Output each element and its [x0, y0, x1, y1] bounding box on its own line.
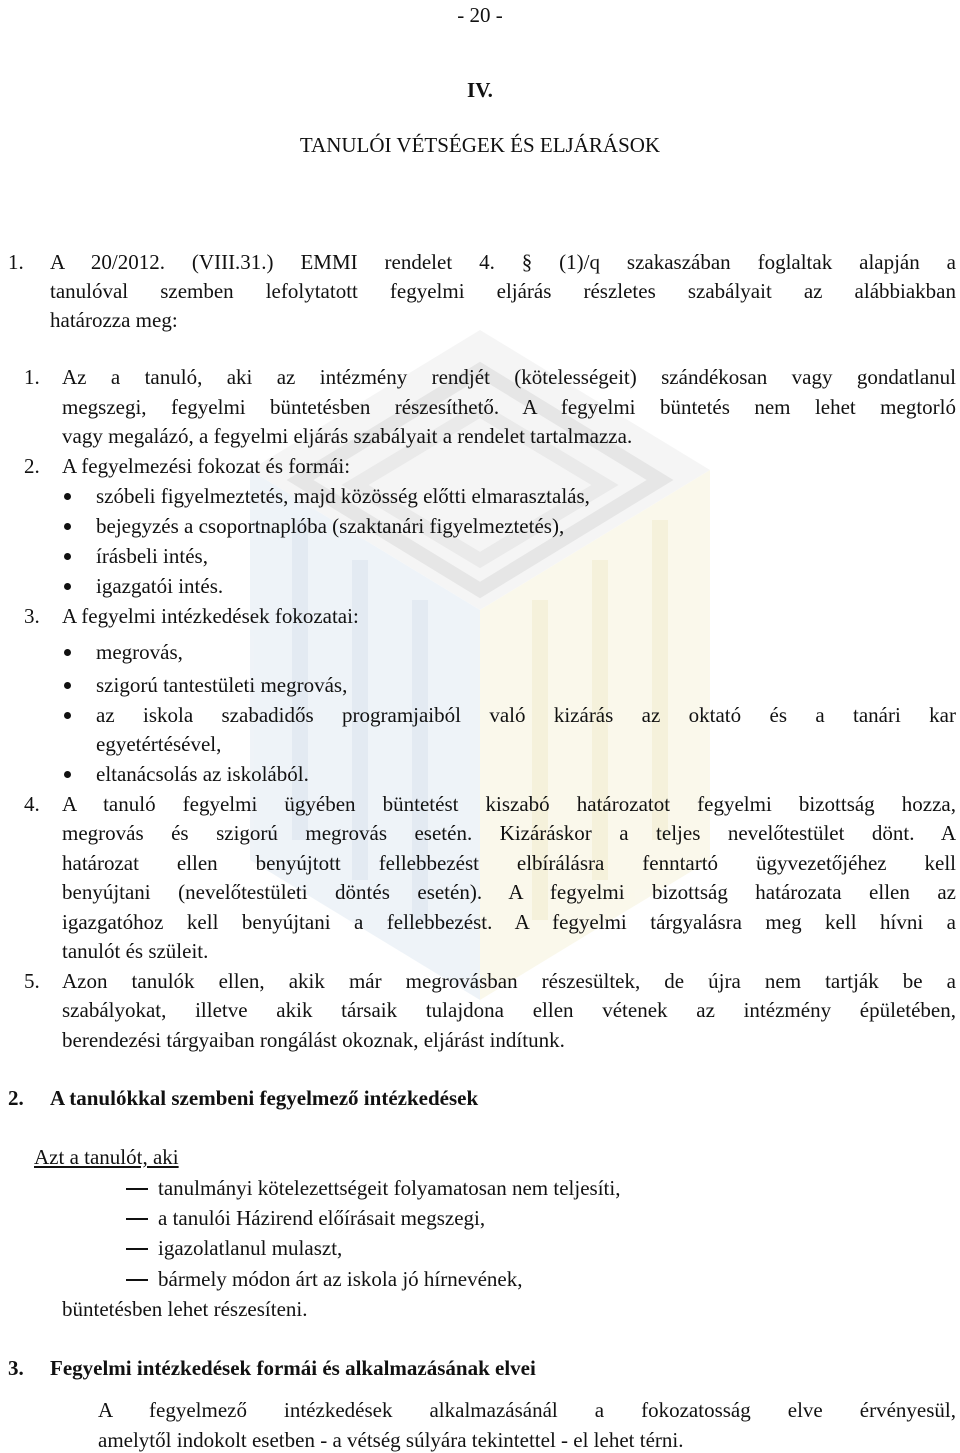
list-item-line: Azon tanulók ellen, akik már megrovásban részesültek, de újra nem tartják be a — [62, 969, 956, 993]
dash-icon — [126, 1188, 148, 1190]
bullet-text: szóbeli figyelmeztetés, majd közösség előtti elmarasztalás, — [96, 484, 590, 508]
list-item-line: A tanuló fegyelmi ügyében büntetést kiszabó határozatot fegyelmi bizottság hozza, — [62, 792, 956, 816]
list-item-number: 4. — [24, 792, 40, 816]
section-1-number: 1. — [8, 250, 24, 274]
bullet-icon — [64, 493, 71, 500]
bullet-icon — [64, 712, 71, 719]
bullet-text: az iskola szabadidős programjaiból való kizárás az oktató és a tanári kar — [96, 703, 956, 727]
list-item-line: A fegyelmi intézkedések fokozatai: — [62, 604, 359, 628]
list-item-line: Az a tanuló, aki az intézmény rendjét (kötelességeit) szándékosan vagy gondatlanul — [62, 365, 956, 389]
bullet-icon — [64, 771, 71, 778]
list-item-line: benyújtani (nevelőtestületi döntés esetén). A fegyelmi bizottság határozata ellen az — [62, 880, 956, 904]
section-2-lead: Azt a tanulót, aki — [34, 1145, 179, 1169]
bullet-icon — [64, 583, 71, 590]
bullet-icon — [64, 523, 71, 530]
dash-icon — [126, 1218, 148, 1220]
bullet-text: írásbeli intés, — [96, 544, 208, 568]
dash-item-text: bármely módon árt az iskola jó hírnevének, — [158, 1267, 523, 1291]
list-item-number: 5. — [24, 969, 40, 993]
list-item-number: 2. — [24, 454, 40, 478]
page-number: - 20 - — [457, 3, 503, 27]
section-2-number: 2. — [8, 1086, 24, 1110]
section-3-line: amelytől indokolt esetben - a vétség súlyára tekintettel - el lehet térni. — [98, 1428, 684, 1452]
list-item-line: igazgatóhoz kell benyújtani a fellebbezést. A fegyelmi tárgyalásra meg kell hívni a — [62, 910, 956, 934]
section-1-intro-line: tanulóval szemben lefolytatott fegyelmi eljárás részletes szabályait az alábbiakban — [50, 279, 956, 303]
list-item-line: megrovás és szigorú megrovás esetén. Kizáráskor a teljes nevelőtestület dönt. A — [62, 821, 956, 845]
section-2-closing: büntetésben lehet részesíteni. — [62, 1297, 308, 1321]
dash-item-text: a tanulói Házirend előírásait megszegi, — [158, 1206, 486, 1230]
list-item-number: 3. — [24, 604, 40, 628]
chapter-number: IV. — [467, 78, 493, 102]
bullet-text: bejegyzés a csoportnaplóba (szaktanári figyelmeztetés), — [96, 514, 565, 538]
bullet-text: egyetértésével, — [96, 732, 222, 756]
bullet-text: szigorú tantestületi megrovás, — [96, 673, 348, 697]
bullet-text: eltanácsolás az iskolából. — [96, 762, 309, 786]
list-item-line: tanulót és szüleit. — [62, 939, 209, 963]
list-item-line: megszegi, fegyelmi büntetésben részesíthető. A fegyelmi büntetés nem lehet megtorló — [62, 395, 956, 419]
section-3-number: 3. — [8, 1356, 24, 1380]
section-2-title: A tanulókkal szembeni fegyelmező intézkedések — [50, 1086, 479, 1110]
bullet-text: igazgatói intés. — [96, 574, 224, 598]
bullet-icon — [64, 553, 71, 560]
list-item-number: 1. — [24, 365, 40, 389]
bullet-text: megrovás, — [96, 640, 183, 664]
list-item-line: szabályokat, illetve akik társaik tulajdona ellen vétenek az intézmény épületében, — [62, 998, 956, 1022]
dash-icon — [126, 1279, 148, 1281]
bullet-icon — [64, 649, 71, 656]
list-item-line: határozat ellen benyújtott fellebbezést elbírálásra fenntartó ügyvezetőjéhez kell — [62, 851, 956, 875]
section-3-title: Fegyelmi intézkedések formái és alkalmazásának elvei — [50, 1356, 536, 1380]
list-item-line: berendezési tárgyaiban rongálást okoznak, eljárást indítunk. — [62, 1028, 565, 1052]
dash-item-text: tanulmányi kötelezettségeit folyamatosan nem teljesíti, — [158, 1176, 621, 1200]
section-1-intro-line: A 20/2012. (VIII.31.) EMMI rendelet 4. § (1)/q szakaszában foglaltak alapján a — [50, 250, 956, 274]
bullet-icon — [64, 682, 71, 689]
dash-item-text: igazolatlanul mulaszt, — [158, 1236, 343, 1260]
section-3-line: A fegyelmező intézkedések alkalmazásánál a fokozatosság elve érvényesül, — [98, 1398, 956, 1422]
list-item-line: vagy megalázó, a fegyelmi eljárás szabályait a rendelet tartalmazza. — [62, 424, 633, 448]
dash-icon — [126, 1248, 148, 1250]
list-item-line: A fegyelmezési fokozat és formái: — [62, 454, 351, 478]
section-1-intro-line: határozza meg: — [50, 308, 178, 332]
chapter-title: TANULÓI VÉTSÉGEK ÉS ELJÁRÁSOK — [299, 133, 661, 157]
